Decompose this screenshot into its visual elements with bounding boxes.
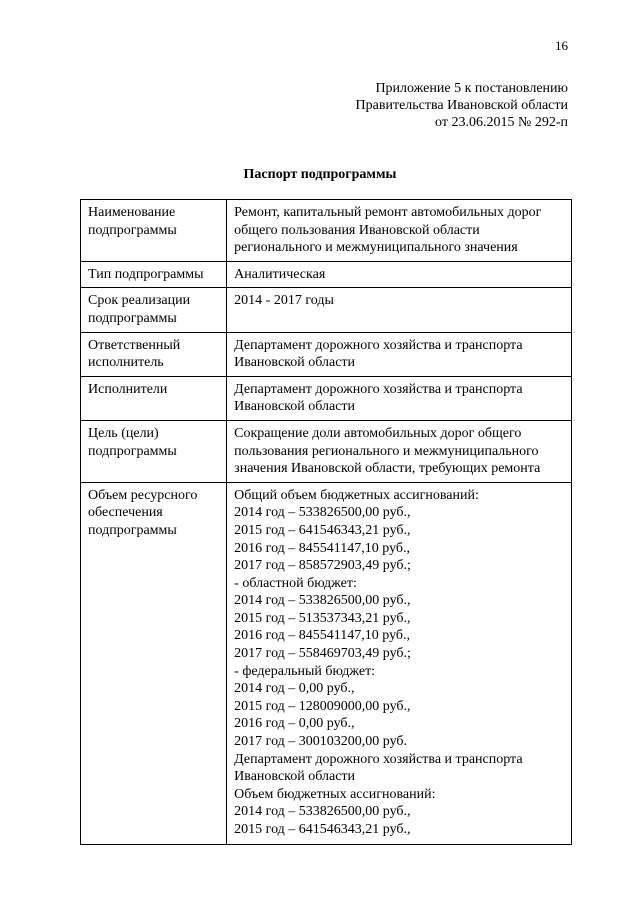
table-row	[81, 288, 572, 332]
row-label-line: подпрограммы	[88, 222, 177, 238]
row-value-line: 2015 год – 641546343,21 руб.,	[234, 522, 411, 538]
row-value-line: 2015 год – 641546343,21 руб.,	[234, 822, 411, 837]
row-value-cell	[227, 482, 572, 844]
appendix-line: от 23.06.2015 № 292-п	[435, 115, 568, 130]
document-title: Паспорт подпрограммы	[243, 167, 397, 182]
row-value-line: пользования регионального и межмуниципального	[234, 443, 539, 459]
row-value-line: 2017 год – 300103200,00 руб.	[234, 734, 408, 750]
row-value-line: общего пользования Ивановской области	[234, 222, 480, 238]
row-value-line: Общий объем бюджетных ассигнований:	[234, 487, 479, 503]
table-row	[81, 482, 572, 844]
row-value-line: 2014 - 2017 годы	[234, 293, 334, 309]
row-label-line: Исполнители	[88, 381, 168, 397]
row-label-cell	[81, 261, 227, 288]
row-value-line: значения Ивановской области, требующих ремонта	[234, 461, 541, 477]
row-label-line: Объем ресурсного	[88, 487, 198, 503]
row-label-line: подпрограммы	[88, 310, 177, 326]
table-row	[81, 332, 572, 376]
row-value-cell	[227, 420, 572, 482]
row-value-cell	[227, 200, 572, 262]
row-value-line: Ивановской области	[234, 769, 356, 785]
row-value-line: регионального и межмуниципального значения	[234, 240, 518, 256]
passport-table	[80, 199, 572, 845]
table-row	[81, 420, 572, 482]
row-value-line: 2016 год – 845541147,10 руб.,	[234, 540, 411, 556]
row-label-line: Тип подпрограммы	[88, 266, 204, 282]
page-number: 16	[555, 38, 568, 53]
row-label-cell	[81, 376, 227, 420]
row-label-line: Ответственный	[88, 337, 181, 353]
row-value-line: Ивановской области	[234, 355, 356, 371]
row-value-line: 2016 год – 845541147,10 руб.,	[234, 628, 411, 644]
row-value-line: - федеральный бюджет:	[234, 663, 376, 679]
row-value-line: 2017 год – 558469703,49 руб.;	[234, 646, 411, 662]
table-row	[81, 376, 572, 420]
row-value-line: 2014 год – 533826500,00 руб.,	[234, 804, 411, 820]
row-label-line: обеспечения	[88, 505, 163, 521]
row-label-cell	[81, 482, 227, 844]
row-label-cell	[81, 200, 227, 262]
table-row	[81, 261, 572, 288]
row-label-line: подпрограммы	[88, 522, 177, 538]
row-value-line: Ремонт, капитальный ремонт автомобильных дорог	[234, 205, 542, 220]
row-value-line: Ивановской области	[234, 399, 356, 415]
row-value-cell	[227, 332, 572, 376]
table-row	[81, 200, 572, 262]
row-value-line: Объем бюджетных ассигнований:	[234, 786, 436, 802]
appendix-header	[356, 80, 568, 131]
row-value-line: - областной бюджет:	[234, 575, 357, 591]
row-label-cell	[81, 420, 227, 482]
row-label-line: подпрограммы	[88, 443, 177, 459]
row-value-cell	[227, 376, 572, 420]
row-value-line: Аналитическая	[234, 266, 326, 282]
row-label-line: Наименование	[88, 205, 176, 220]
appendix-line: Приложение 5 к постановлению	[375, 81, 568, 96]
row-label-line: Цель (цели)	[88, 425, 159, 441]
row-value-line: Сокращение доли автомобильных дорог общего	[234, 425, 522, 441]
row-value-line: Департамент дорожного хозяйства и транспорта	[234, 751, 523, 767]
row-value-line: 2014 год – 533826500,00 руб.,	[234, 505, 411, 521]
row-value-line: 2015 год – 128009000,00 руб.,	[234, 698, 411, 714]
row-label-cell	[81, 332, 227, 376]
row-value-cell	[227, 261, 572, 288]
row-value-line: 2015 год – 513537343,21 руб.,	[234, 610, 411, 626]
row-value-line: Департамент дорожного хозяйства и транспорта	[234, 381, 523, 397]
row-label-cell	[81, 288, 227, 332]
row-value-line: 2014 год – 0,00 руб.,	[234, 681, 355, 697]
row-value-line: 2016 год – 0,00 руб.,	[234, 716, 355, 732]
row-value-line: Департамент дорожного хозяйства и транспорта	[234, 337, 523, 353]
appendix-line: Правительства Ивановской области	[355, 98, 568, 113]
row-label-line: исполнитель	[88, 355, 164, 371]
row-value-line: 2017 год – 858572903,49 руб.;	[234, 558, 411, 574]
row-value-line: 2014 год – 533826500,00 руб.,	[234, 593, 411, 609]
row-value-cell	[227, 288, 572, 332]
row-label-line: Срок реализации	[88, 293, 191, 309]
